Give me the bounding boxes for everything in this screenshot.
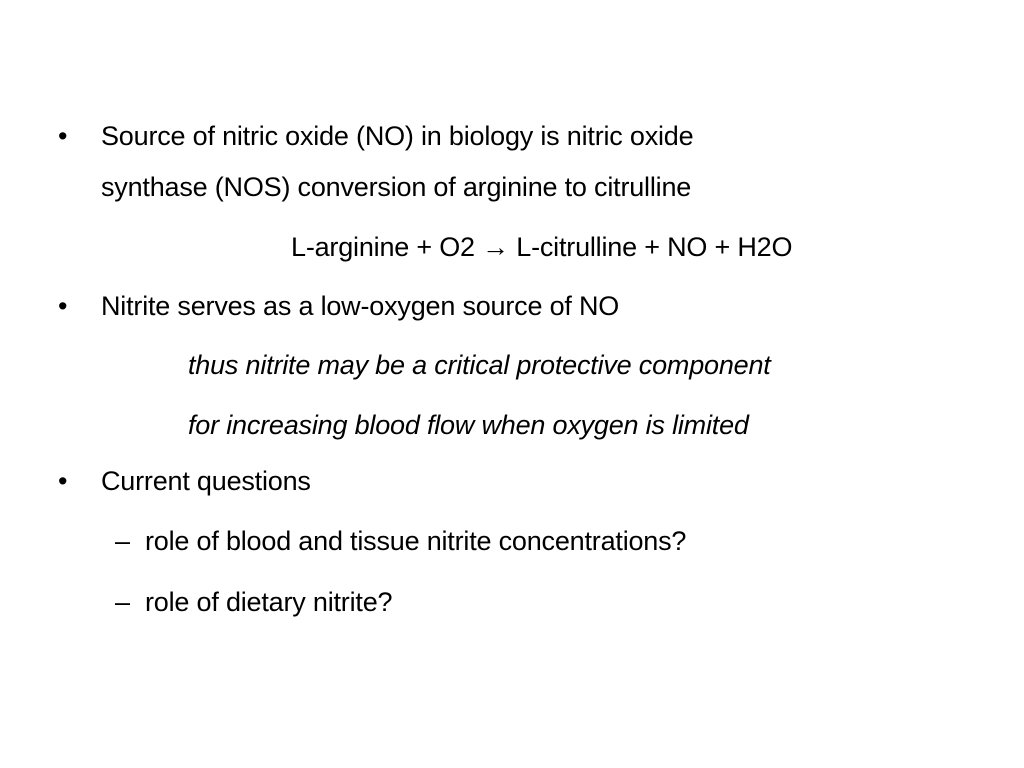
subitem-1: role of blood and tissue nitrite concentrations? xyxy=(145,526,687,556)
bullet-marker: • xyxy=(58,121,68,151)
subitem-marker: – xyxy=(115,526,131,556)
note-line-2: for increasing blood flow when oxygen is limited xyxy=(188,410,749,440)
bullet-3-line-1: Current questions xyxy=(101,466,311,496)
bullet-marker: • xyxy=(58,291,68,321)
bullet-2-line-1: Nitrite serves as a low-oxygen source of NO xyxy=(101,291,620,321)
bullet-1-line-2: synthase (NOS) conversion of arginine to citrulline xyxy=(101,172,692,202)
bullet-marker: • xyxy=(58,466,68,496)
note-line-1: thus nitrite may be a critical protective component xyxy=(188,350,771,380)
bullet-1-line-1: Source of nitric oxide (NO) in biology is nitric oxide xyxy=(101,121,694,151)
subitem-2: role of dietary nitrite? xyxy=(145,587,393,617)
subitem-marker: – xyxy=(115,587,131,617)
equation: L-arginine + O2 → L-citrulline + NO + H2O xyxy=(291,232,793,262)
